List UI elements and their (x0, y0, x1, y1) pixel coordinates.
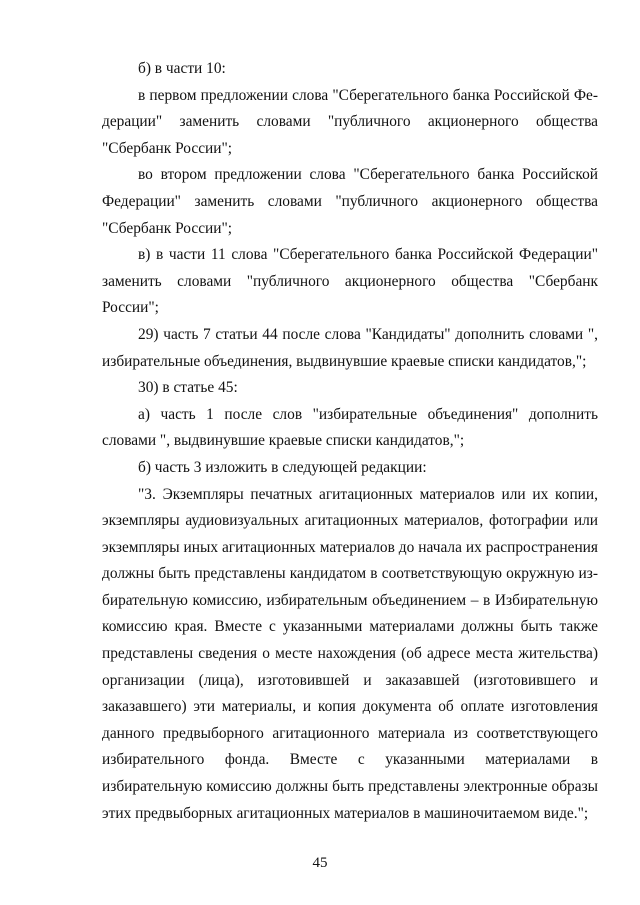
document-body (102, 56, 598, 827)
paragraph-item-29: 29) часть 7 статьи 44 после слова "Кандидаты" дополнить словами ", избирательные объединения, выдвинувшие краевые списки кандидатов,"; (102, 325, 598, 370)
paragraph-part-3-heading: б) часть 3 изложить в следующей редакции: (138, 458, 427, 476)
paragraph-part-3-text: "3. Экземпляры печатных агитационных материалов или их копии, экземпляры аудиовизуальных агитационных материалов, фотографии или экземпляры иных агитационных материалов до начала их распространения должны быть представлены кандидатом в соответствующую окружную избирательную комиссию, избирательным объединением – в Избирательную комиссию края. Вместе с указанными материалами должны быть также представлены сведения о месте нахождения (об адресе места жительства) организации (лица), изготовившей и заказавшей (изготовившего и заказавшего) эти материалы, и копия документа об оплате изготовления данного предвыборного агитационного материала из соответствующего избирательного фонда. Вместе с указанными материалами в избирательную комиссию должны быть представлены электронные образы этих предвыборных агитационных материалов в машиночитаемом виде."; (102, 485, 598, 822)
paragraph-first-sentence: в первом предложении слова "Сберегательного банка Российской Федерации" заменить словами "публичного акционерного общества "Сбербанк России"; (102, 86, 598, 157)
paragraph-part-11: в) в части 11 слова "Сберегательного банка Российской Федерации" заменить словами "публичного акционерного общества "Сбербанк России"; (102, 246, 598, 317)
paragraph-part-1: а) часть 1 после слов "избирательные объединения" дополнить словами ", выдвинувшие краевые списки кандидатов,"; (102, 405, 598, 450)
page-number: 45 (312, 855, 328, 871)
paragraph-part-10-heading: б) в части 10: (138, 60, 226, 77)
paragraph-item-30: 30) в статье 45: (138, 379, 238, 397)
paragraph-second-sentence: во втором предложении слова "Сберегательного банка Российской Федерации" заменить словами "публичного акционерного общества "Сбербанк России"; (102, 166, 598, 237)
